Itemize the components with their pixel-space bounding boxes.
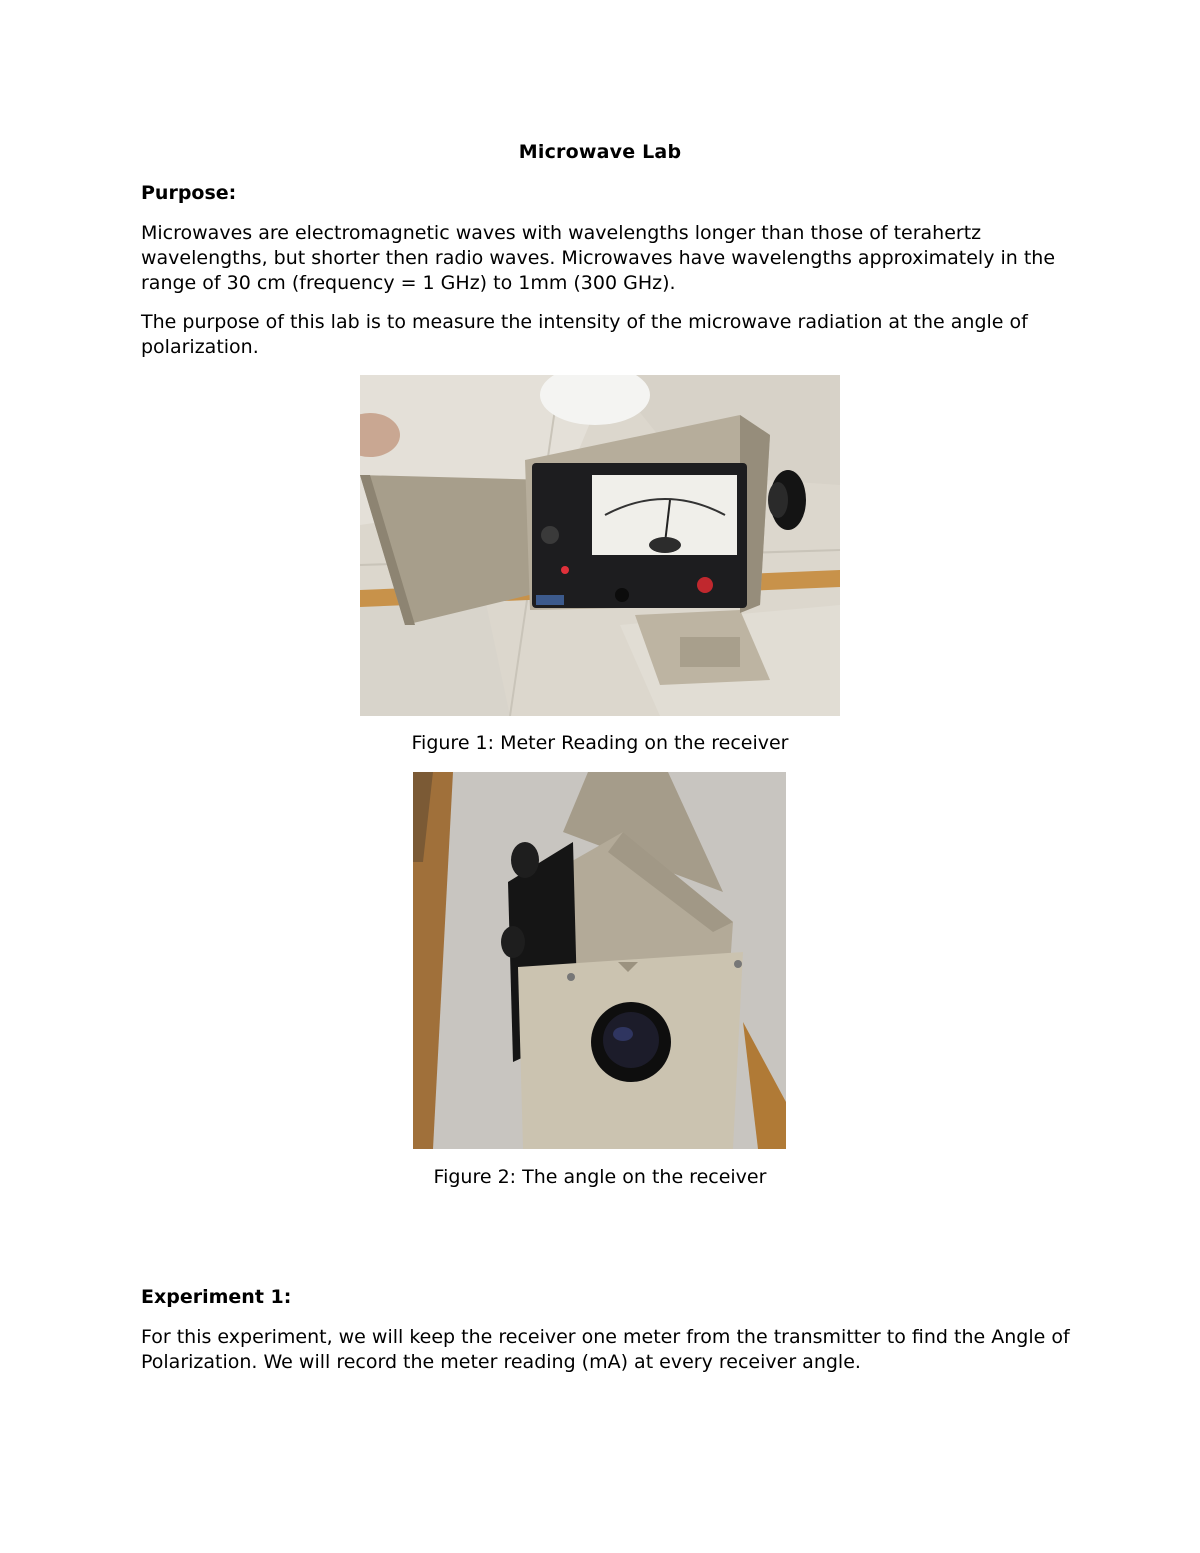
figure-1-caption: Figure 1: Meter Reading on the receiver (411, 732, 789, 754)
experiment-1-heading: Experiment 1: (141, 1286, 292, 1308)
figure-1-receiver-photo (360, 375, 840, 716)
document-title: Microwave Lab (518, 141, 682, 163)
purpose-heading: Purpose: (141, 182, 237, 204)
figure-2-caption: Figure 2: The angle on the receiver (433, 1166, 767, 1188)
receiver-meter-illustration (360, 375, 840, 716)
experiment-1-paragraph: For this experiment, we will keep the receiver one meter from the transmitter to find the Angle of Polarization. We will record the meter reading (mA) at every receiver angle. (141, 1326, 1070, 1373)
purpose-paragraph-1: Microwaves are electromagnetic waves with wavelengths longer than those of terahertz wavelengths, but shorter then radio waves. Microwaves have wavelengths approximately in the range of 30 cm (frequency = 1 GHz) to 1mm (300 GHz). (141, 222, 1056, 294)
purpose-paragraph-2: The purpose of this lab is to measure the intensity of the microwave radiation at the angle of polarization. (141, 311, 1028, 358)
figure-2-angle-photo (413, 772, 786, 1149)
receiver-angle-illustration (413, 772, 786, 1149)
